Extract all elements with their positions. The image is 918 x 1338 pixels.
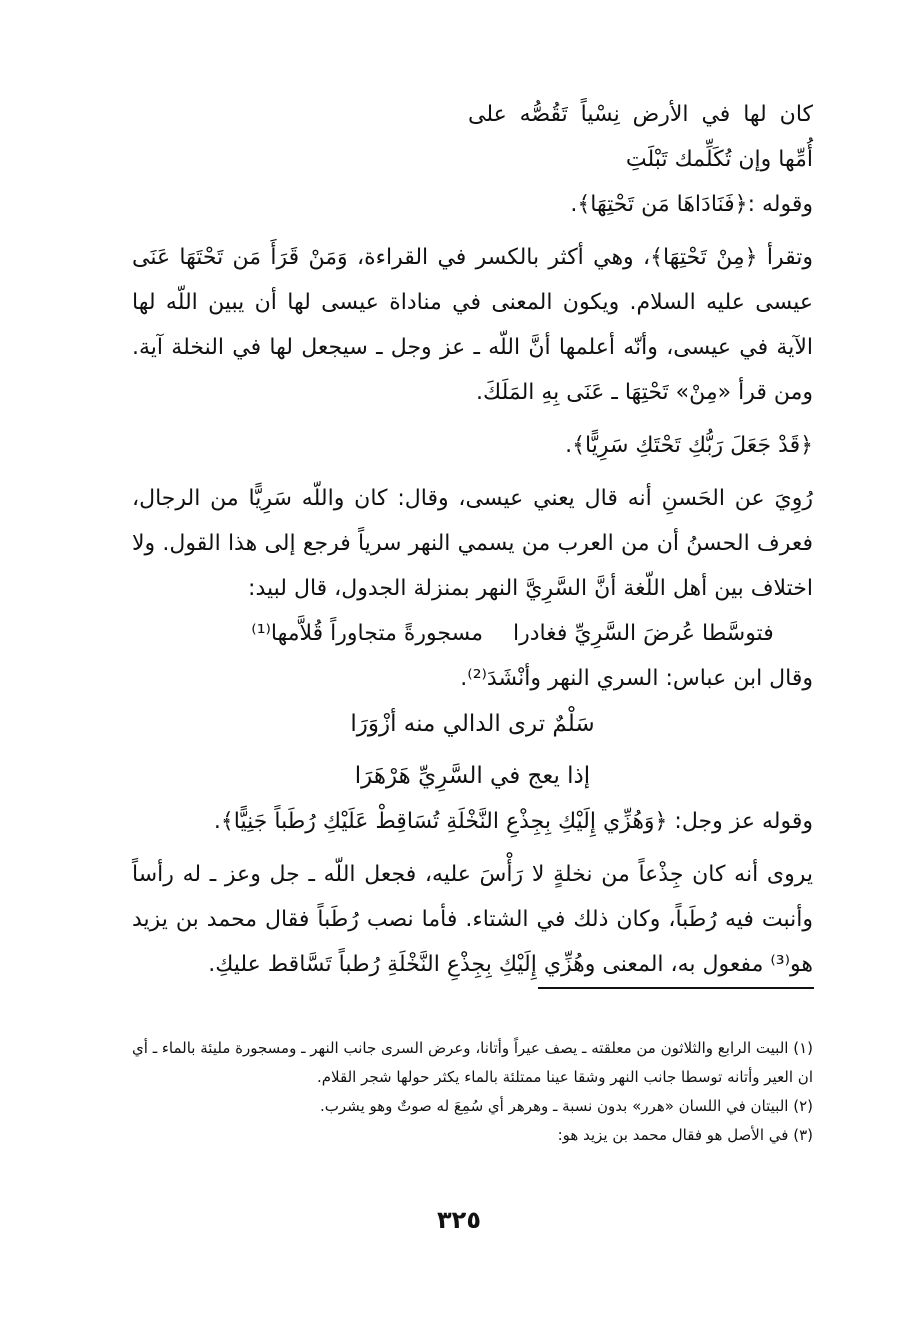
page-number: ٣٢٥	[437, 1206, 481, 1234]
verse-opening	[132, 92, 813, 182]
quran-verse-1: ﴿قَدْ جَعَلَ رَبُّكِ تَحْتَكِ سَرِيًّا﴾.	[565, 433, 813, 458]
paragraph-5: وقال ابن عباس: السري النهر وأنْشَدَ⁽²⁾.	[460, 666, 813, 691]
couplet-line-2: إذا يعج في السَّرِيِّ هَرْهَرَا	[354, 763, 591, 789]
paragraph-2: وتقرأ ﴿مِنْ تَحْتِهَا﴾، وهي أكثر بالكسر في القراءة، وَمَنْ قَرَأَ مَن تَحْتَهَا عَنَى عيسى عليه السلام. ويكون المعنى في مناداة عيسى لها أن يبين اللّه لها الآية في عيسى، وأنّه أعلمها أنَّ اللّه ـ عز وجل ـ سيجعل لها في النخلة آية. ومن قرأ «مِنْ» تَحْتِهَا ـ عَنَى بِهِ المَلَكَ.	[132, 245, 813, 405]
verse-labid	[132, 611, 813, 656]
footnote-divider	[538, 987, 814, 989]
couplet-line-1: سَلْمٌ ترى الدالي منه أزْوَرَا	[350, 711, 595, 737]
verse-labid-first: فتوسَّطا عُرضَ السَّرِيِّ فغادرا	[513, 621, 774, 646]
verse-labid-second: مسجورةً متجاوراً قُلاَّمها⁽¹⁾	[251, 621, 483, 646]
verse-opening-text: كان لها في الأرض نِسْياً تَقُصُّه على أُمِّها وإن تُكَلِّمك تَبْلَتِ	[468, 102, 813, 172]
paragraph-4: رُوِيَ عن الحَسنِ أنه قال يعني عيسى، وقال: كان واللّه سَرِيًّا من الرجال، فعرف الحسنُ أن من العرب من يسمي النهر سرياً فرجع إلى هذا القول. ولا اختلاف بين أهل اللّغة أنَّ السَّرِيَّ النهر بمنزلة الجدول، قال لبيد:	[132, 486, 813, 601]
paragraph-6: وقوله عز وجل: ﴿وَهُزِّي إِلَيْكِ بِجِذْعِ النَّخْلَةِ تُسَاقِطْ عَلَيْكِ رُطَباً جَنِيًّا﴾.	[213, 809, 813, 834]
paragraph-7: يروى أنه كان جِذْعاً من نخلةٍ لا رَأْسَ عليه، فجعل اللّه ـ جل وعز ـ له رأساً وأنبت فيه رُطَباً، وكان ذلك في الشتاء. فأما نصب رُطَباً فقال محمد بن يزيد هو⁽³⁾ مفعول به، المعنى وهُزِّي إِلَيْكِ بِجِذْعِ النَّخْلَةِ رُطباً تَسَّاقط عليكِ.	[132, 862, 813, 977]
footnotes	[132, 1034, 813, 1150]
couplet	[132, 701, 813, 799]
footnote-1: (١) البيت الرابع والثلاثون من معلقته ـ يصف عيراً وأتانا، وعرض السرى جانب النهر ـ ومسجورة مليئة بالماء ـ أي ان العير وأتانه توسطا جانب النهر وشقا عينا ممتلئة بالماء يكثر حولها شجر القلام.	[132, 1039, 813, 1086]
paragraph-1-line-2: وقوله :﴿فَنَادَاهَا مَن تَحْتِهَا﴾.	[570, 192, 813, 217]
footnote-2: (٢) البيتان في اللسان «هرر» بدون نسبة ـ وهرهر أي سُمِعَ له صوتٌ وهو يشرب.	[320, 1097, 813, 1115]
main-text	[132, 92, 813, 987]
footnote-3: (٣) في الأصل هو فقال محمد بن يزيد هو:	[557, 1126, 813, 1144]
